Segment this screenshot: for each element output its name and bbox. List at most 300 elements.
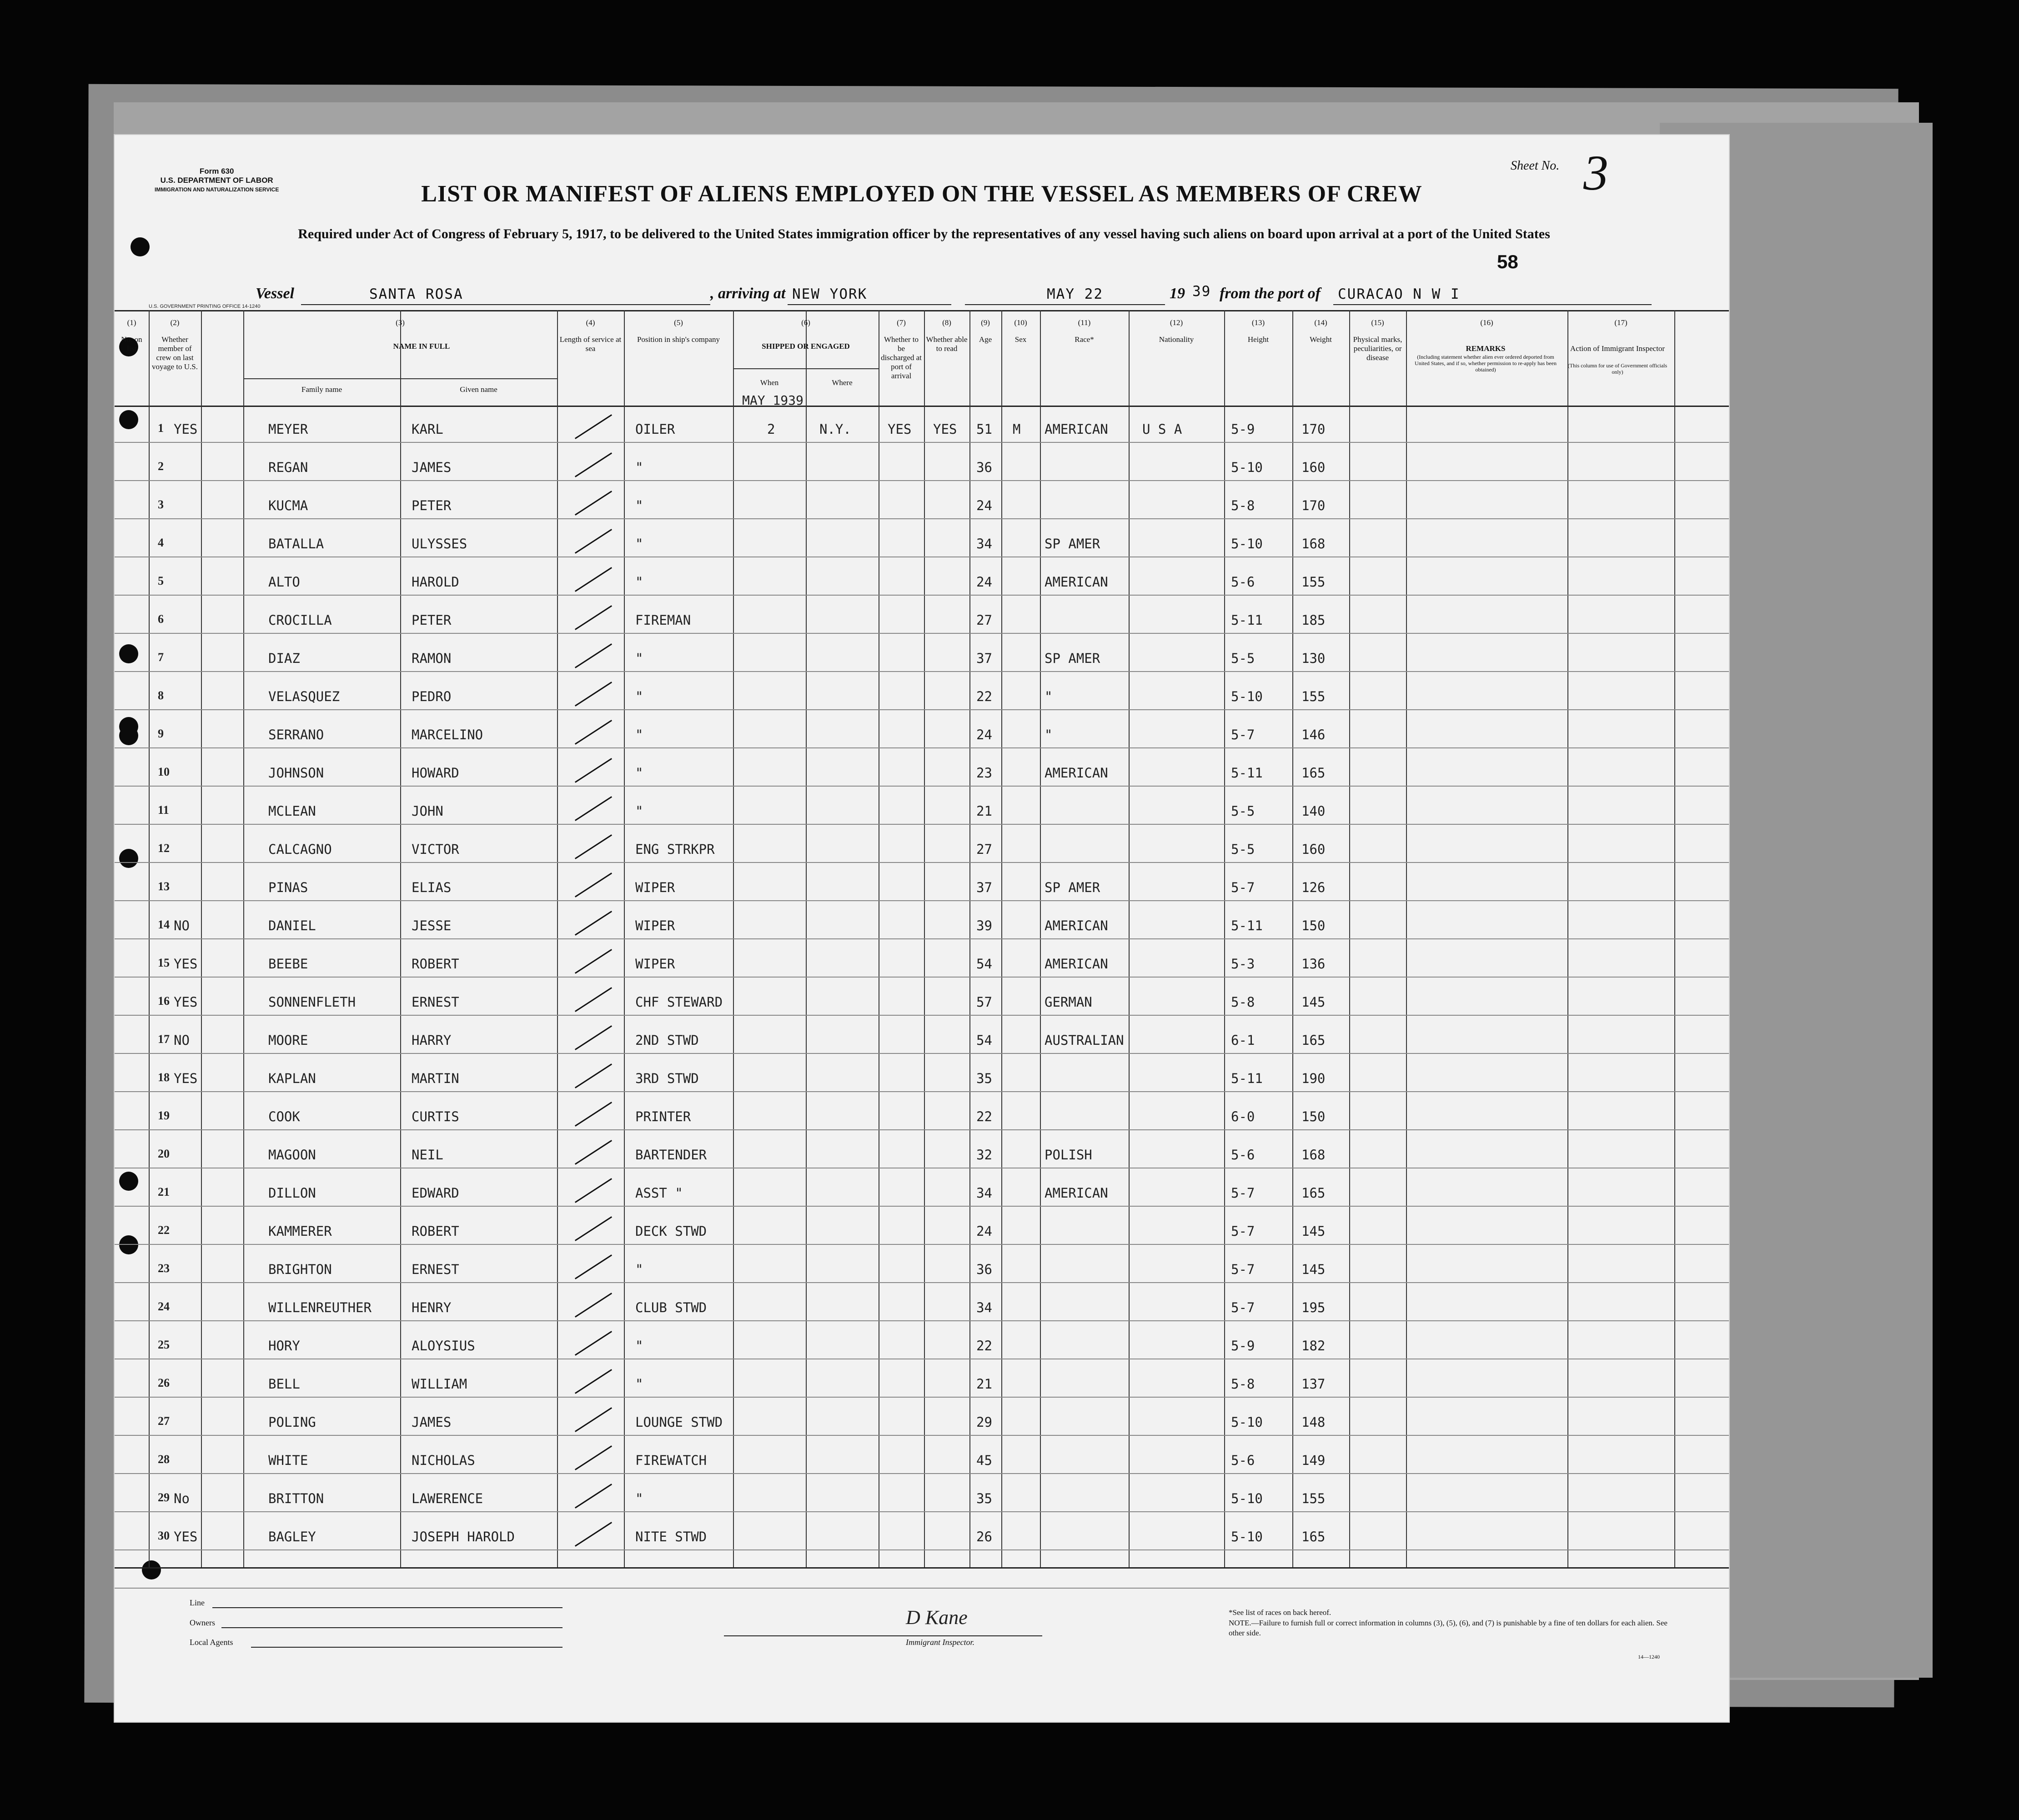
column-number: (4) [586,318,595,327]
family-name: HORY [268,1338,300,1354]
row-number: 23 [158,1262,170,1275]
table-row [115,1262,1729,1284]
family-name: DANIEL [268,918,316,933]
position: " [635,765,643,781]
height: 5-10 [1231,689,1263,704]
height: 5-10 [1231,1491,1263,1506]
row-number: 15 [158,956,170,969]
service-check-mark [575,1178,612,1203]
given-name: PETER [412,612,452,628]
weight: 165 [1301,1529,1326,1544]
table-row [115,956,1729,979]
last-voyage: No [174,1491,190,1506]
service-check-mark [575,758,612,783]
age: 35 [976,1491,992,1506]
age: 22 [976,689,992,704]
family-name: MEYER [268,421,308,437]
height: 5-7 [1231,1262,1255,1277]
given-name: JAMES [412,1414,452,1430]
position: 2ND STWD [635,1033,699,1048]
table-row [115,651,1729,673]
given-name: MARCELINO [412,727,483,742]
weight: 140 [1301,803,1326,819]
position: " [635,727,643,742]
service-check-mark [575,1369,612,1394]
age: 34 [976,536,992,552]
position: WIPER [635,956,675,972]
table-row [115,1147,1729,1170]
column-header: Position in ship's company [637,335,720,344]
weight: 160 [1301,842,1326,857]
service-check-mark [575,1407,612,1432]
age: 21 [976,803,992,819]
weight: 145 [1301,1262,1326,1277]
family-name: KAMMERER [268,1223,332,1239]
row-number: 16 [158,994,170,1008]
position: 3RD STWD [635,1071,699,1086]
column-number: (10) [1014,318,1027,327]
vessel-label: Vessel [256,285,294,302]
row-rule [115,1588,1729,1589]
weight: 160 [1301,460,1326,475]
position: " [635,1376,643,1392]
row-number: 3 [158,498,164,511]
table-row [115,1071,1729,1093]
height: 5-10 [1231,536,1263,552]
height: 5-7 [1231,1300,1255,1315]
column-header: Physical marks, peculiarities, or disease [1353,335,1402,362]
row-number: 18 [158,1071,170,1084]
age: 51 [976,421,992,437]
column-number: (13) [1251,318,1265,327]
weight: 145 [1301,994,1326,1010]
weight: 137 [1301,1376,1326,1392]
table-row [115,842,1729,864]
height: 5-7 [1231,880,1255,895]
family-name: MOORE [268,1033,308,1048]
weight: 155 [1301,689,1326,704]
service: IMMIGRATION AND NATURALIZATION SERVICE [155,186,279,193]
family-name: MCLEAN [268,803,316,819]
form-number: Form 630 [199,167,234,175]
given-name: JOHN [412,803,443,819]
column-number: (9) [981,318,990,327]
family-name: VELASQUEZ [268,689,340,704]
given-name: CURTIS [412,1109,459,1124]
discharge: YES [888,421,912,437]
table-row [115,612,1729,635]
age: 37 [976,651,992,666]
height: 5-7 [1231,1185,1255,1201]
race: AMERICAN [1045,918,1108,933]
family-name: POLING [268,1414,316,1430]
row-number: 27 [158,1414,170,1428]
given-name: PETER [412,498,452,513]
column-number: (16) [1480,318,1493,327]
family-name: KAPLAN [268,1071,316,1086]
position: " [635,689,643,704]
given-name: EDWARD [412,1185,459,1201]
service-check-mark [575,452,612,477]
position: " [635,1491,643,1506]
weight: 195 [1301,1300,1326,1315]
given-name: HENRY [412,1300,452,1315]
row-number: 25 [158,1338,170,1351]
given-name: MARTIN [412,1071,459,1086]
given-name: ERNEST [412,994,459,1010]
column-number: (2) [170,318,180,327]
height: 5-7 [1231,727,1255,742]
row-number: 19 [158,1109,170,1122]
family-name: KUCMA [268,498,308,513]
arrival-port: NEW YORK [792,286,868,302]
service-check-mark [575,872,612,897]
weight: 130 [1301,651,1326,666]
position: OILER [635,421,675,437]
given-name: HARRY [412,1033,452,1048]
family-name: SONNENFLETH [268,994,356,1010]
departure-port: CURACAO N W I [1338,286,1460,302]
weight: 155 [1301,574,1326,590]
table-row [115,1338,1729,1361]
service-check-mark [575,1254,612,1279]
given-name: KARL [412,421,443,437]
row-number: 5 [158,574,164,587]
position: CHF STEWARD [635,994,723,1010]
table-row [115,498,1729,521]
height: 5-6 [1231,574,1255,590]
age: 36 [976,460,992,475]
position: " [635,536,643,552]
able-to-read: YES [933,421,957,437]
row-number: 28 [158,1453,170,1466]
position: " [635,460,643,475]
row-number: 8 [158,689,164,702]
age: 32 [976,1147,992,1163]
row-number: 22 [158,1223,170,1237]
printing-office: U.S. GOVERNMENT PRINTING OFFICE 14-1240 [149,304,261,309]
given-name: NICHOLAS [412,1453,475,1468]
column-number: (17) [1614,318,1627,327]
family-name-header: Family name [301,385,342,394]
row-number: 17 [158,1033,170,1046]
given-name: VICTOR [412,842,459,857]
service-check-mark [575,911,612,936]
height: 5-11 [1231,612,1263,628]
position: LOUNGE STWD [635,1414,723,1430]
table-row [115,727,1729,750]
weight: 165 [1301,1185,1326,1201]
table-row [115,574,1729,597]
table-row [115,918,1729,941]
height: 5-6 [1231,1453,1255,1468]
service-check-mark [575,414,612,439]
service-check-mark [575,643,612,668]
form-code: 14—1240 [1638,1654,1660,1660]
height: 5-11 [1231,1071,1263,1086]
given-name: HOWARD [412,765,459,781]
column-header: Sex [1015,335,1027,344]
service-check-mark [575,796,612,821]
col-action-header: Action of Immigrant Inspector [1570,344,1665,353]
position: " [635,574,643,590]
table-row [115,536,1729,559]
last-voyage: YES [174,421,198,437]
age: 39 [976,918,992,933]
last-voyage: NO [174,1033,190,1048]
service-check-mark [575,1063,612,1088]
table-row [115,1453,1729,1475]
weight: 170 [1301,421,1326,437]
footer-owners-label: Owners [190,1618,215,1627]
age: 29 [976,1414,992,1430]
family-name: WILLENREUTHER [268,1300,372,1315]
column-number: (8) [942,318,951,327]
weight: 182 [1301,1338,1326,1354]
footer-agents-label: Local Agents [190,1638,233,1647]
last-voyage: YES [174,994,198,1010]
given-name: ALOYSIUS [412,1338,475,1354]
service-check-mark [575,1025,612,1050]
column-header: Age [979,335,992,344]
given-name: ROBERT [412,956,459,972]
family-name: CROCILLA [268,612,332,628]
sheet-number: 3 [1583,145,1608,201]
service-check-mark [575,987,612,1012]
height: 5-5 [1231,803,1255,819]
race: AMERICAN [1045,421,1108,437]
shipped-where: N.Y. [819,421,851,437]
family-name: WHITE [268,1453,308,1468]
family-name: BEEBE [268,956,308,972]
service-check-mark [575,1293,612,1318]
position: WIPER [635,918,675,933]
race: AMERICAN [1045,956,1108,972]
arrival-year: 39 [1192,283,1211,300]
race: AMERICAN [1045,1185,1108,1201]
given-name: HAROLD [412,574,459,590]
column-number: (6) [801,318,810,327]
family-name: REGAN [268,460,308,475]
service-check-mark [575,1216,612,1241]
race: SP AMER [1045,651,1100,666]
position: " [635,803,643,819]
row-number: 6 [158,612,164,626]
vessel-line [256,285,1656,308]
family-name: BATALLA [268,536,324,552]
footer-line-label: Line [190,1598,205,1607]
when-header: When [760,378,779,387]
weight: 185 [1301,612,1326,628]
service-check-mark [575,1522,612,1547]
family-name: BRITTON [268,1491,324,1506]
height: 5-5 [1231,842,1255,857]
page-subtitle: Required under Act of Congress of February 5, 1917, to be delivered to the United States immigration officer by the representatives of any vessel having such aliens on board upon arrival at a port of the United States [298,226,1550,241]
height: 6-1 [1231,1033,1255,1048]
family-name: SERRANO [268,727,324,742]
family-name: MAGOON [268,1147,316,1163]
row-number: 24 [158,1300,170,1313]
binder-hole [131,237,150,256]
family-name: CALCAGNO [268,842,332,857]
weight: 149 [1301,1453,1326,1468]
weight: 168 [1301,1147,1326,1163]
row-number: 2 [158,460,164,473]
height: 5-10 [1231,460,1263,475]
row-number: 30 [158,1529,170,1542]
last-voyage: YES [174,1529,198,1544]
weight: 126 [1301,880,1326,895]
service-check-mark [575,529,612,554]
row-number: 9 [158,727,164,740]
table-row [115,1376,1729,1399]
position: " [635,498,643,513]
given-name: ULYSSES [412,536,467,552]
column-header: No. on list [121,335,142,353]
position: DECK STWD [635,1223,707,1239]
column-header: Whether able to read [926,335,968,353]
weight: 146 [1301,727,1326,742]
column-header: Height [1247,335,1269,344]
given-name-header: Given name [460,385,497,394]
weight: 150 [1301,918,1326,933]
arrival-date: MAY 22 [1047,286,1103,302]
race: SP AMER [1045,880,1100,895]
col-remarks-header: REMARKS [1466,344,1506,353]
given-name: JOSEPH HAROLD [412,1529,515,1544]
weight: 168 [1301,536,1326,552]
table-row [115,1300,1729,1323]
height: 6-0 [1231,1109,1255,1124]
last-voyage: YES [174,1071,198,1086]
table-row [115,1529,1729,1552]
given-name: PEDRO [412,689,452,704]
column-header: Length of service at sea [559,335,622,353]
page-title: LIST OR MANIFEST OF ALIENS EMPLOYED ON THE VESSEL AS MEMBERS OF CREW [421,181,1422,207]
family-name: PINAS [268,880,308,895]
height: 5-9 [1231,421,1255,437]
last-voyage: NO [174,918,190,933]
column-number: (15) [1371,318,1384,327]
column-number: (7) [897,318,906,327]
where-header: Where [832,378,853,387]
given-name: JESSE [412,918,452,933]
row-number: 4 [158,536,164,549]
age: 26 [976,1529,992,1544]
age: 57 [976,994,992,1010]
table-row [115,765,1729,788]
table-row [115,421,1729,444]
table-row [115,689,1729,712]
weight: 165 [1301,765,1326,781]
position: PRINTER [635,1109,691,1124]
service-check-mark [575,720,612,745]
column-number: (11) [1078,318,1091,327]
table-row [115,460,1729,482]
height: 5-11 [1231,918,1263,933]
family-name: BAGLEY [268,1529,316,1544]
penalty-note: NOTE.—Failure to furnish full or correct information in columns (3), (5), (6), and (7) is punishable by a fine of ten dollars for each alien. See other side. [1229,1619,1667,1637]
row-number: 13 [158,880,170,893]
row-number: 7 [158,651,164,664]
race-note: *See list of races on back hereof. [1229,1608,1331,1617]
column-number: (14) [1314,318,1327,327]
table-row [115,803,1729,826]
family-name: JOHNSON [268,765,324,781]
table-row [115,1491,1729,1514]
family-name: ALTO [268,574,300,590]
age: 45 [976,1453,992,1468]
row-number: 26 [158,1376,170,1389]
age: 22 [976,1109,992,1124]
race: " [1045,727,1053,742]
race: " [1045,689,1053,704]
column-number: (1) [127,318,136,327]
service-check-mark [575,491,612,516]
department: U.S. DEPARTMENT OF LABOR [160,176,273,185]
age: 54 [976,1033,992,1048]
service-check-mark [575,1102,612,1127]
column-number: (3) [396,318,405,327]
family-name: COOK [268,1109,300,1124]
family-name: DIAZ [268,651,300,666]
height: 5-9 [1231,1338,1255,1354]
service-check-mark [575,567,612,592]
row-number: 21 [158,1185,170,1198]
given-name: ELIAS [412,880,452,895]
service-check-mark [575,682,612,707]
table-row [115,1185,1729,1208]
race: POLISH [1045,1147,1092,1163]
age: 24 [976,727,992,742]
height: 5-7 [1231,1223,1255,1239]
column-header: Whether member of crew on last voyage to U.S. [151,335,198,371]
column-header: Nationality [1159,335,1194,344]
service-check-mark [575,605,612,630]
age: 34 [976,1300,992,1315]
age: 21 [976,1376,992,1392]
service-check-mark [575,1331,612,1356]
race: AMERICAN [1045,765,1108,781]
family-name: BELL [268,1376,300,1392]
position: ASST " [635,1185,683,1201]
height: 5-11 [1231,765,1263,781]
column-number: (12) [1170,318,1183,327]
race: AUSTRALIAN [1045,1033,1124,1048]
position: FIREMAN [635,612,691,628]
age: 36 [976,1262,992,1277]
manifest-page [114,134,1730,1723]
family-name: BRIGHTON [268,1262,332,1277]
given-name: LAWERENCE [412,1491,483,1506]
row-number: 1 [158,421,164,435]
sex: M [1013,421,1021,437]
height: 5-5 [1231,651,1255,666]
height: 5-8 [1231,994,1255,1010]
table-row [115,880,1729,902]
service-check-mark [575,1140,612,1165]
inspector-signature: D Kane [906,1606,968,1629]
column-header: Race* [1075,335,1094,344]
height: 5-10 [1231,1529,1263,1544]
position: NITE STWD [635,1529,707,1544]
weight: 148 [1301,1414,1326,1430]
col-name-header: NAME IN FULL [393,342,450,351]
race: SP AMER [1045,536,1100,552]
given-name: WILLIAM [412,1376,467,1392]
position: WIPER [635,880,675,895]
row-number: 11 [158,803,169,817]
